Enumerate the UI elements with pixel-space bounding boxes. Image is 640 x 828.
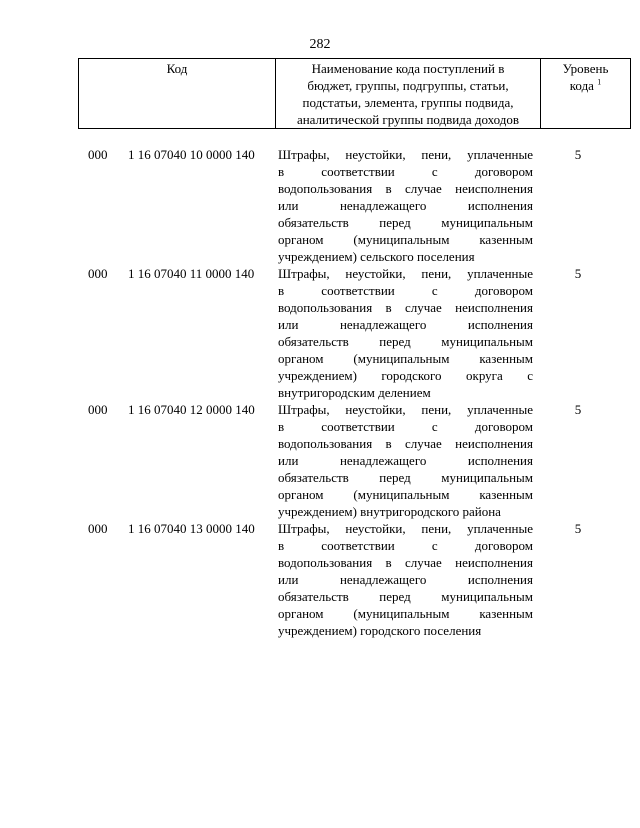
revenue-name-line: водопользования в случае неисполнения bbox=[278, 300, 533, 315]
revenue-name-line: обязательств перед муниципальным bbox=[278, 470, 533, 485]
revenue-name-line: обязательств перед муниципальным bbox=[278, 215, 533, 230]
revenue-code: 1 16 07040 10 0000 140 bbox=[128, 147, 255, 162]
revenue-code: 1 16 07040 11 0000 140 bbox=[128, 266, 255, 281]
revenue-name-line: органом (муниципальным казенным bbox=[278, 232, 533, 247]
revenue-name bbox=[278, 401, 533, 520]
table-row bbox=[78, 146, 609, 265]
revenue-name-line: учреждением) городского поселения bbox=[278, 623, 482, 638]
revenue-name bbox=[278, 146, 533, 265]
revenue-name-line: учреждением) внутригородского района bbox=[278, 504, 501, 519]
revenue-name-line: в соответствии с договором bbox=[278, 283, 533, 298]
revenue-name-line: Штрафы, неустойки, пени, уплаченные bbox=[278, 147, 533, 162]
header-level-word: кода bbox=[569, 78, 594, 93]
revenue-name-line: или ненадлежащего исполнения bbox=[278, 572, 533, 587]
header-name-line: подстатьи, элемента, группы подвида, bbox=[302, 95, 514, 110]
table-header bbox=[78, 58, 631, 129]
header-level-line bbox=[570, 78, 601, 93]
table-row bbox=[78, 520, 609, 639]
revenue-name-line: внутригородским делением bbox=[278, 385, 431, 400]
revenue-name-line: или ненадлежащего исполнения bbox=[278, 317, 533, 332]
admin-code: 000 bbox=[88, 402, 108, 417]
code-level: 5 bbox=[574, 521, 582, 536]
revenue-name-line: водопользования в случае неисполнения bbox=[278, 436, 533, 451]
revenue-name-line: Штрафы, неустойки, пени, уплаченные bbox=[278, 402, 533, 417]
header-level-line: Уровень bbox=[562, 61, 609, 76]
revenue-name-line: в соответствии с договором bbox=[278, 419, 533, 434]
table-row bbox=[78, 265, 609, 401]
footnote-marker: 1 bbox=[597, 77, 602, 87]
revenue-code: 1 16 07040 12 0000 140 bbox=[128, 402, 255, 417]
table-body bbox=[78, 146, 609, 639]
header-code: Код bbox=[79, 59, 276, 129]
revenue-name-line: или ненадлежащего исполнения bbox=[278, 198, 533, 213]
header-name-line: Наименование кода поступлений в bbox=[311, 61, 505, 76]
code-level: 5 bbox=[574, 266, 582, 281]
revenue-name-line: обязательств перед муниципальным bbox=[278, 589, 533, 604]
admin-code: 000 bbox=[88, 147, 108, 162]
header-name bbox=[276, 59, 541, 129]
revenue-name-line: учреждением) сельского поселения bbox=[278, 249, 475, 264]
revenue-name bbox=[278, 265, 533, 401]
revenue-name-line: водопользования в случае неисполнения bbox=[278, 555, 533, 570]
revenue-name bbox=[278, 520, 533, 639]
revenue-name-line: в соответствии с договором bbox=[278, 164, 533, 179]
revenue-name-line: или ненадлежащего исполнения bbox=[278, 453, 533, 468]
table-row bbox=[78, 401, 609, 520]
revenue-name-line: в соответствии с договором bbox=[278, 538, 533, 553]
header-name-line: аналитической группы подвида доходов bbox=[296, 112, 520, 127]
revenue-name-line: Штрафы, неустойки, пени, уплаченные bbox=[278, 266, 533, 281]
header-name-line: бюджет, группы, подгруппы, статьи, bbox=[307, 78, 509, 93]
revenue-name-line: обязательств перед муниципальным bbox=[278, 334, 533, 349]
revenue-name-line: учреждением) городского округа с bbox=[278, 368, 533, 383]
revenue-name-line: органом (муниципальным казенным bbox=[278, 487, 533, 502]
page-number: 282 bbox=[309, 37, 331, 52]
code-level: 5 bbox=[574, 402, 582, 417]
admin-code: 000 bbox=[88, 266, 108, 281]
header-level bbox=[541, 59, 631, 129]
revenue-name-line: Штрафы, неустойки, пени, уплаченные bbox=[278, 521, 533, 536]
revenue-code: 1 16 07040 13 0000 140 bbox=[128, 521, 255, 536]
revenue-name-line: водопользования в случае неисполнения bbox=[278, 181, 533, 196]
revenue-name-line: органом (муниципальным казенным bbox=[278, 606, 533, 621]
revenue-name-line: органом (муниципальным казенным bbox=[278, 351, 533, 366]
code-level: 5 bbox=[574, 147, 582, 162]
admin-code: 000 bbox=[88, 521, 108, 536]
